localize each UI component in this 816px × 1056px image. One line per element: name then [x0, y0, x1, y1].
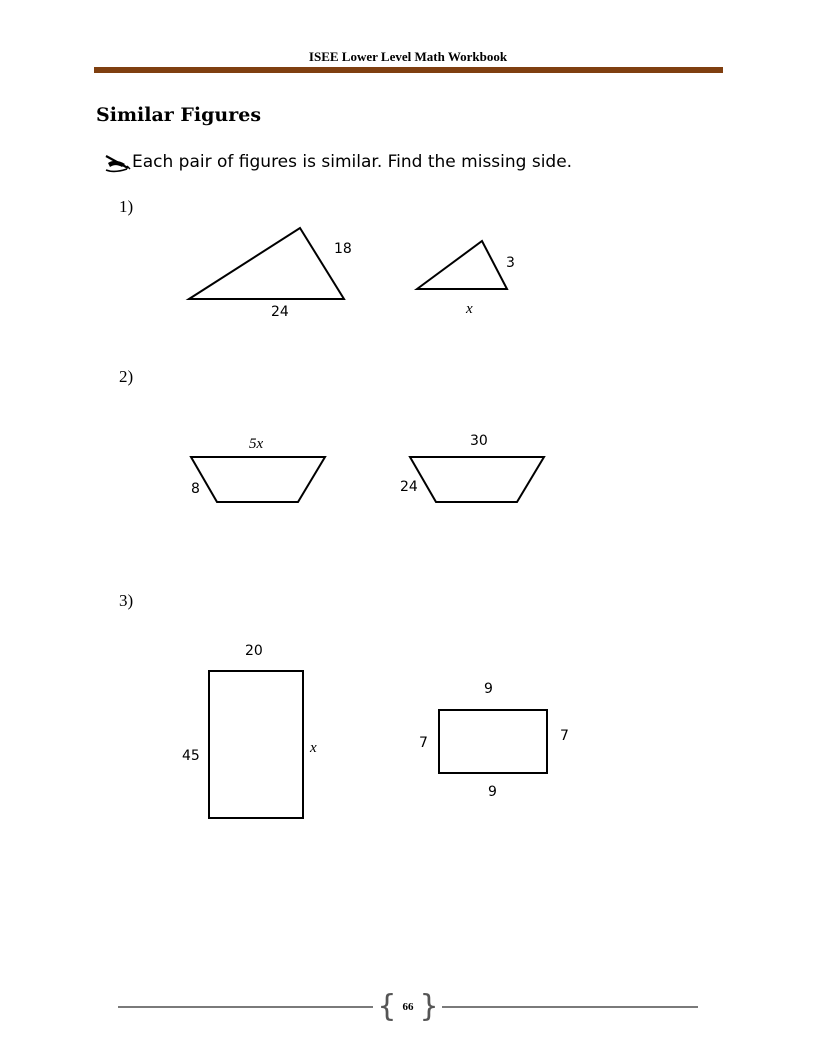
right-brace-icon: } [419, 989, 439, 1024]
problem-2-label-5x: 5x [249, 436, 264, 452]
problem-1-label-3: 3 [506, 255, 515, 271]
problem-3-rectangle-small [439, 710, 547, 773]
problem-3-label-20: 20 [245, 643, 263, 659]
left-brace-icon: { [377, 989, 397, 1024]
instruction-text: Each pair of figures is similar. Find the missing side. [132, 152, 573, 172]
page-number-box [377, 989, 439, 1024]
section-title: Similar Figures [96, 104, 262, 126]
footer-rule-right [442, 1006, 698, 1008]
problem-1-label-x: x [466, 301, 473, 317]
problem-1-triangle-small [417, 241, 507, 289]
problem-1-triangle-large [189, 228, 344, 299]
problem-2-trapezoid-small [191, 457, 325, 502]
problem-3-label-9-bottom: 9 [488, 784, 497, 800]
problem-1-label-18: 18 [334, 241, 352, 257]
problem-3-label-7-right: 7 [560, 728, 569, 744]
running-header: ISEE Lower Level Math Workbook [308, 49, 508, 64]
problem-1-number: 1) [119, 197, 134, 216]
footer-rule-left [118, 1006, 373, 1008]
problem-2-label-8: 8 [191, 481, 200, 497]
page-number: 66 [402, 1001, 414, 1013]
problem-3-label-45: 45 [182, 748, 200, 764]
problem-1-label-24: 24 [271, 304, 289, 320]
problem-2-number: 2) [119, 367, 134, 386]
problem-3-rectangle-large [209, 671, 303, 818]
problem-3-label-x: x [310, 740, 317, 756]
problem-3-label-9-top: 9 [484, 681, 493, 697]
problem-3-label-7-left: 7 [419, 735, 428, 751]
problem-2-trapezoid-large [410, 457, 544, 502]
problem-2-label-30: 30 [470, 433, 488, 449]
problem-3-number: 3) [119, 591, 134, 610]
problem-2-label-24: 24 [400, 479, 418, 495]
